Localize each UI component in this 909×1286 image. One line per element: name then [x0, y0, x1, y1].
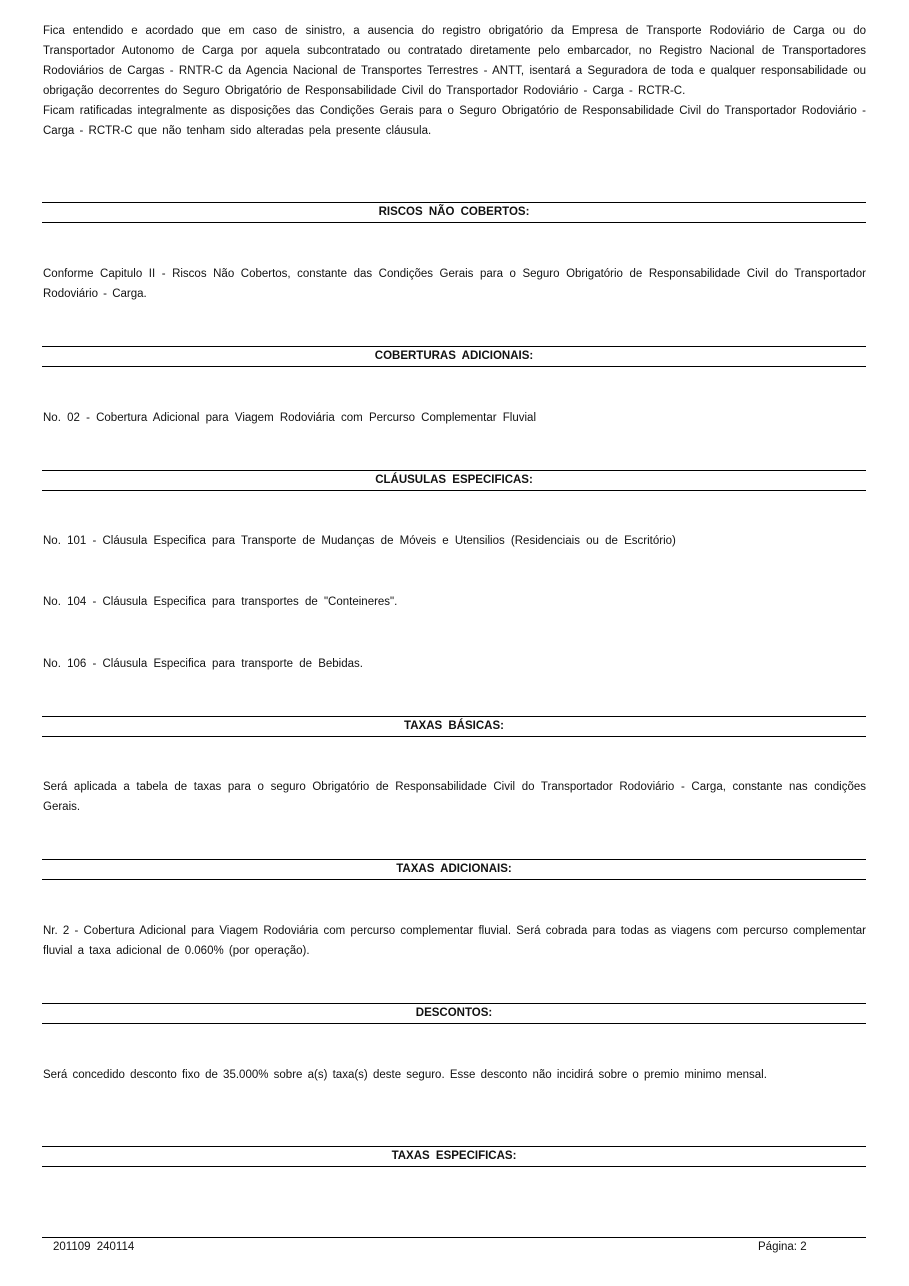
- clausula-item-106: No. 106 - Cláusula Especifica para transporte de Bebidas.: [43, 658, 363, 670]
- section-heading-descontos: DESCONTOS:: [42, 1003, 866, 1024]
- section-heading-riscos: RISCOS NÃO COBERTOS:: [42, 202, 866, 223]
- intro-paragraph-1: Fica entendido e acordado que em caso de sinistro, a ausencia do registro obrigatório da Empresa de Transporte Rodoviário de Carga ou do Transportador Autonomo de Carga por aquela subcontratado ou contratado diretamente pelo embarcador, no Registro Nacional de Transportadores Rodoviários de Cargas - RNTR-C da Agencia Nacional de Transportes Terrestres - ANTT, isentará a Seguradora de toda e qualquer responsabilidade ou obrigação decorrentes do Seguro Obrigatório de Responsabilidade Civil do Transportador Rodoviário - Carga - RCTR-C.: [43, 25, 866, 97]
- taxas-adicionais-text: Nr. 2 - Cobertura Adicional para Viagem Rodoviária com percurso complementar fluvial. Será cobrada para todas as viagens com percurso complementar fluvial a taxa adicional de 0.060% (por operação).: [43, 925, 866, 957]
- taxas-basicas-text: Será aplicada a tabela de taxas para o seguro Obrigatório de Responsabilidade Civil do Transportador Rodoviário - Carga, constante nas condições Gerais.: [43, 781, 866, 813]
- footer-code: 201109 240114: [53, 1241, 135, 1253]
- intro-text: [43, 21, 866, 141]
- clausula-item-104: No. 104 - Cláusula Especifica para transportes de "Conteineres".: [43, 596, 398, 608]
- section-heading-taxas-especificas: TAXAS ESPECIFICAS:: [42, 1146, 866, 1167]
- section-heading-taxas-basicas: TAXAS BÁSICAS:: [42, 716, 866, 737]
- descontos-text: Será concedido desconto fixo de 35.000% sobre a(s) taxa(s) deste seguro. Esse desconto não incidirá sobre o premio minimo mensal.: [43, 1069, 767, 1081]
- section-heading-taxas-adicionais: TAXAS ADICIONAIS:: [42, 859, 866, 880]
- intro-paragraph-2: Ficam ratificadas integralmente as disposições das Condições Gerais para o Seguro Obrigatório de Responsabilidade Civil do Transportador Rodoviário - Carga - RCTR-C que não tenham sido alteradas pela presente cláusula.: [43, 105, 866, 137]
- footer-divider: [42, 1237, 866, 1238]
- section-heading-clausulas: CLÁUSULAS ESPECIFICAS:: [42, 470, 866, 491]
- section-heading-coberturas: COBERTURAS ADICIONAIS:: [42, 346, 866, 367]
- riscos-text: Conforme Capitulo II - Riscos Não Cobertos, constante das Condições Gerais para o Seguro Obrigatório de Responsabilidade Civil do Transportador Rodoviário - Carga.: [43, 268, 866, 300]
- page-number: Página: 2: [758, 1241, 807, 1253]
- clausula-item-101: No. 101 - Cláusula Especifica para Transporte de Mudanças de Móveis e Utensilios (Residenciais ou de Escritório): [43, 535, 676, 547]
- coberturas-item: No. 02 - Cobertura Adicional para Viagem Rodoviária com Percurso Complementar Fluvial: [43, 412, 536, 424]
